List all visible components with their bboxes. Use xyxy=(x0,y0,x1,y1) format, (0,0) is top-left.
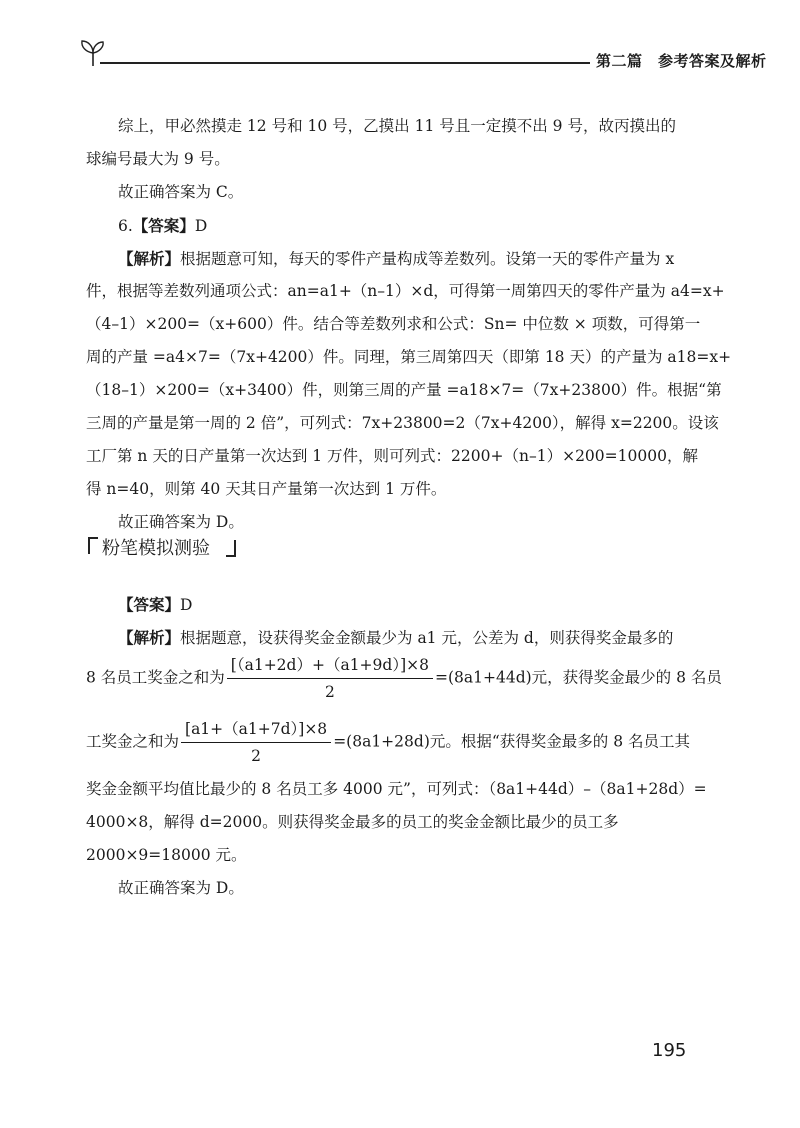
q6-number: 6. xyxy=(118,217,133,235)
q5-text-line-2: 球编号最大为 9 号。 xyxy=(86,150,230,168)
q6-analysis-line-3: （4–1）×200=（x+600）件。结合等差数列求和公式：Sn= 中位数 × 项数，可得第一 xyxy=(86,315,701,333)
q5-conclusion: 故正确答案为 C。 xyxy=(118,183,244,201)
fraction-1 xyxy=(227,652,433,705)
q6-answer: D xyxy=(194,217,208,235)
mock-answer-line xyxy=(118,588,722,622)
q6-analysis-line-6: 三周的产量是第一周的 2 倍”，可列式：7x+23800=2（7x+4200），解得 x=2200。设该 xyxy=(86,414,719,432)
formula-2-prefix: 工奖金之和为 xyxy=(86,732,180,751)
section-title-text: 粉笔模拟测验 xyxy=(102,538,210,559)
q6-analysis-line-2: 件，根据等差数列通项公式：an=a1+（n–1）×d，可得第一周第四天的零件产量为 a4=x+ xyxy=(86,282,725,300)
mock-analysis-line-5: 2000×9=18000 元。 xyxy=(86,846,247,864)
q6-conclusion: 故正确答案为 D。 xyxy=(118,513,244,531)
header-title: 第二篇 参考答案及解析 xyxy=(596,52,767,70)
mock-conclusion: 故正确答案为 D。 xyxy=(118,879,244,897)
header-rule xyxy=(100,62,590,64)
q6-analysis-line-1 xyxy=(118,242,722,276)
q6-analysis-text-1: 根据题意可知，每天的零件产量构成等差数列。设第一天的零件产量为 x xyxy=(180,250,675,268)
q6-analysis-line-7: 工厂第 n 天的日产量第一次达到 1 万件，则可列式：2200+（n–1）×200=10000，解 xyxy=(86,447,698,465)
mock-analysis-line-3: 奖金金额平均值比最少的 8 名员工多 4000 元”，可列式：（8a1+44d）–（8a1+28d）= xyxy=(86,780,707,798)
fraction-1-numerator: [（a1+2d）+（a1+9d）]×8 xyxy=(227,652,433,679)
q6-analysis-line-4: 周的产量 =a4×7=（7x+4200）件。同理，第三周第四天（即第 18 天）的产量为 a18=x+ xyxy=(86,348,732,366)
mock-formula-line-1 xyxy=(86,652,722,705)
formula-1-prefix: 8 名员工奖金之和为 xyxy=(86,668,225,687)
fraction-1-denominator: 2 xyxy=(324,683,335,701)
mock-analysis-line-1 xyxy=(118,621,722,655)
corner-bracket-right-icon xyxy=(224,538,238,558)
mock-analysis-text-1: 根据题意，设获得奖金金额最少为 a1 元，公差为 d，则获得奖金最多的 xyxy=(180,629,674,647)
mock-analysis-line-4: 4000×8，解得 d=2000。则获得奖金最多的员工的奖金金额比最少的员工多 xyxy=(86,813,619,831)
q6-answer-line xyxy=(118,209,722,243)
mock-answer: D xyxy=(180,596,193,614)
mock-answer-label: 【答案】 xyxy=(118,595,181,614)
q6-analysis-label: 【解析】 xyxy=(118,249,181,268)
fraction-2 xyxy=(181,716,331,769)
mock-analysis-label: 【解析】 xyxy=(118,628,181,647)
q5-text-line-1: 综上，甲必然摸走 12 号和 10 号，乙摸出 11 号且一定摸不出 9 号，故丙摸出的 xyxy=(118,117,676,135)
formula-1-suffix: =(8a1+44d)元，获得奖金最少的 8 名员 xyxy=(434,668,722,687)
q6-analysis-line-5: （18–1）×200=（x+3400）件，则第三周的产量 =a18×7=（7x+23800）件。根据“第 xyxy=(86,381,722,399)
section-title xyxy=(84,528,284,564)
q6-answer-label: 【答案】 xyxy=(132,216,195,235)
fraction-2-denominator: 2 xyxy=(251,747,262,765)
mock-formula-line-2 xyxy=(86,716,690,769)
formula-2-suffix: =(8a1+28d)元。根据“获得奖金最多的 8 名员工其 xyxy=(333,732,691,751)
running-header xyxy=(76,38,767,72)
page-number: 195 xyxy=(652,1040,687,1061)
q6-analysis-line-8: 得 n=40，则第 40 天其日产量第一次达到 1 万件。 xyxy=(86,480,447,498)
corner-bracket-left-icon xyxy=(86,536,100,556)
fraction-2-numerator: [a1+（a1+7d）]×8 xyxy=(181,716,331,743)
